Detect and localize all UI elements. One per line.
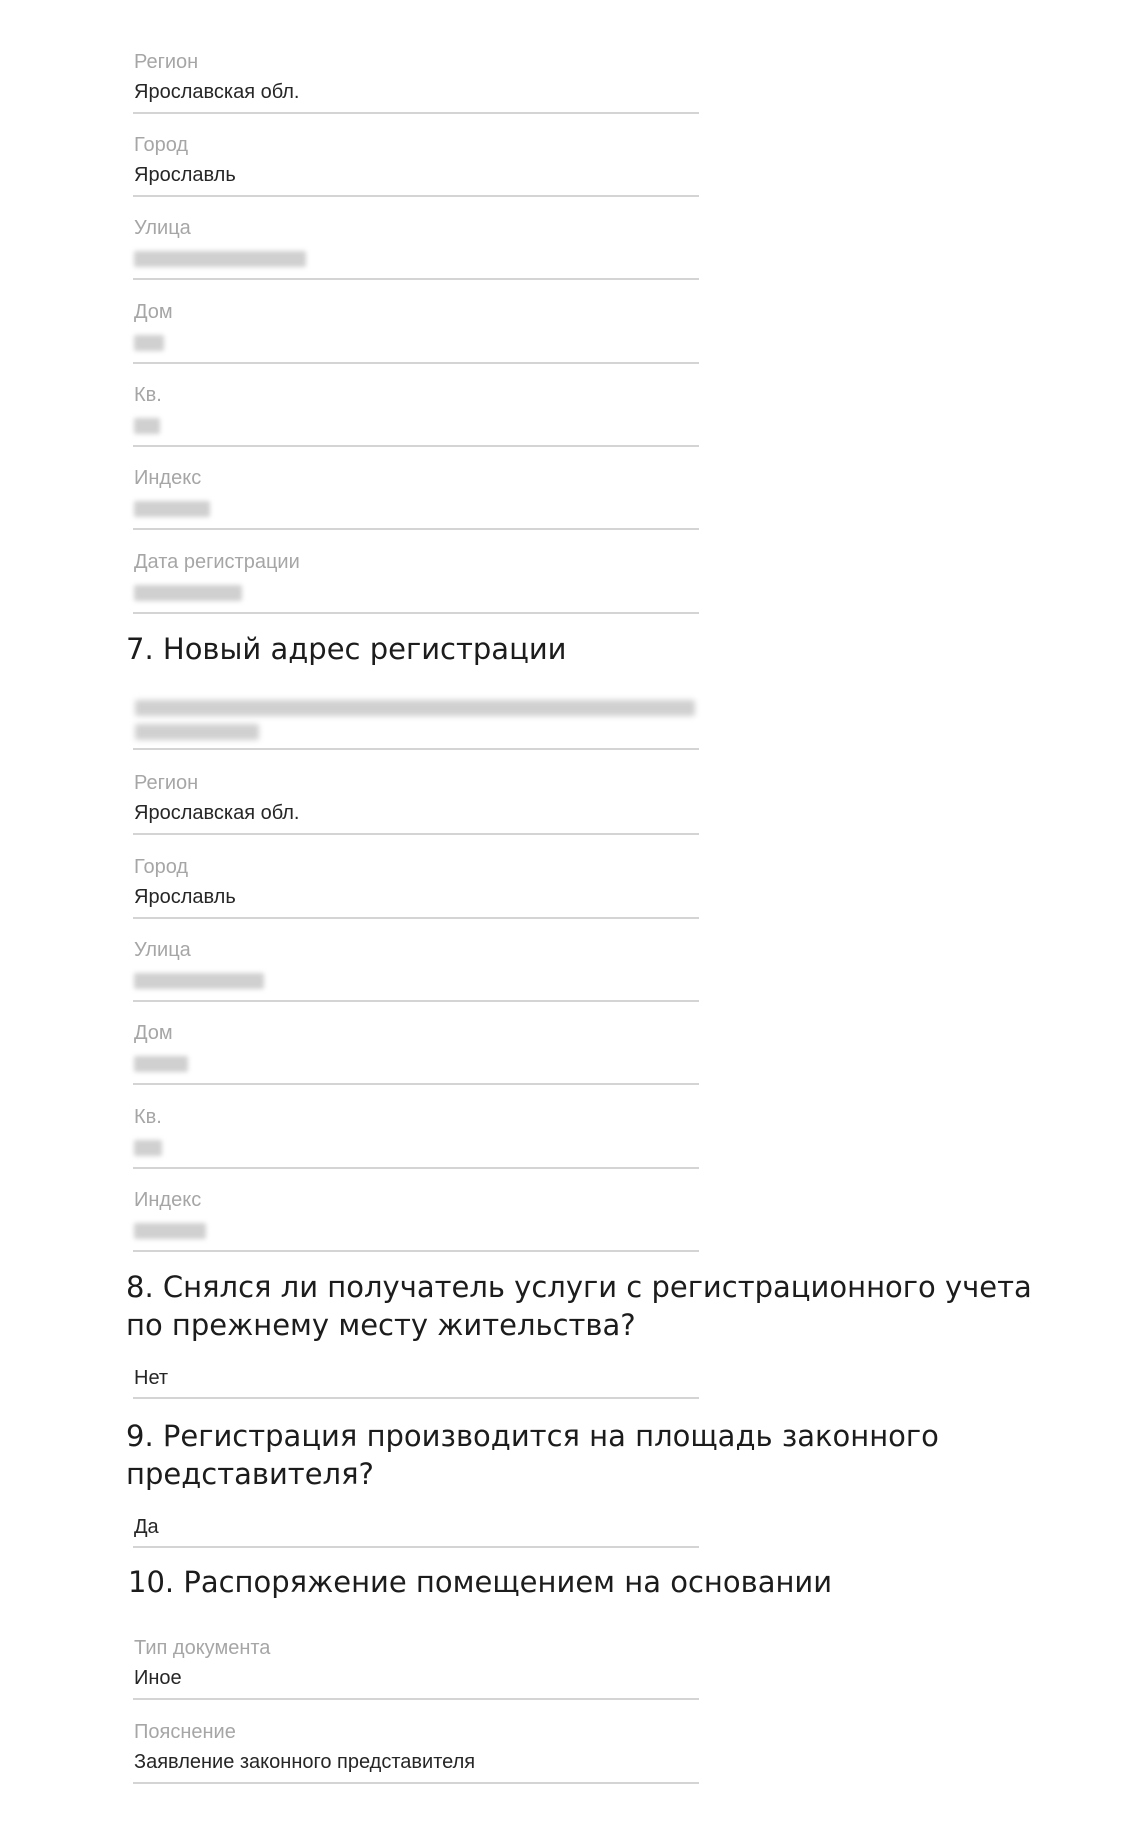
city-field <box>133 133 699 197</box>
new-street-field <box>133 938 699 1002</box>
region-value: Ярославская обл. <box>134 81 300 103</box>
apartment-field <box>133 383 699 447</box>
new-house-field <box>133 1021 699 1085</box>
house-value-redacted <box>134 330 164 357</box>
new-apartment-field <box>133 1105 699 1169</box>
new-address-full-redacted <box>133 692 699 750</box>
house-label: Дом <box>134 301 173 323</box>
document-type-label: Тип документа <box>134 1637 271 1659</box>
new-postal-code-label: Индекс <box>134 1189 202 1211</box>
new-postal-code-value-redacted <box>134 1218 206 1245</box>
new-house-value-redacted <box>134 1051 188 1078</box>
explanation-value: Заявление законного представителя <box>134 1751 476 1773</box>
section-9-title-line2: представителя? <box>126 1457 374 1491</box>
new-street-value-redacted <box>134 968 264 995</box>
city-label: Город <box>134 134 189 156</box>
registration-date-value-redacted <box>134 580 242 607</box>
street-field <box>133 216 699 280</box>
explanation-label: Пояснение <box>134 1721 236 1743</box>
section-8-title-line2: по прежнему месту жительства? <box>126 1308 636 1342</box>
region-label: Регион <box>134 51 199 73</box>
postal-code-label: Индекс <box>134 467 202 489</box>
section-8-title-line1: 8. Снялся ли получатель услуги с регистрационного учета <box>126 1270 1032 1304</box>
city-value: Ярославль <box>134 164 236 186</box>
apartment-value-redacted <box>134 413 160 440</box>
apartment-label: Кв. <box>134 384 162 406</box>
new-city-field <box>133 855 699 919</box>
new-region-field <box>133 771 699 835</box>
registration-date-label: Дата регистрации <box>134 551 300 573</box>
new-region-label: Регион <box>134 772 199 794</box>
postal-code-value-redacted <box>134 496 210 523</box>
new-city-label: Город <box>134 856 189 878</box>
new-street-label: Улица <box>134 939 191 961</box>
new-house-label: Дом <box>134 1022 173 1044</box>
new-apartment-label: Кв. <box>134 1106 162 1128</box>
new-postal-code-field <box>133 1188 699 1252</box>
section-9-answer-field <box>133 1514 699 1548</box>
section-9-answer: Да <box>134 1516 159 1538</box>
postal-code-field <box>133 466 699 530</box>
document-type-value: Иное <box>134 1667 182 1689</box>
section-7-title: 7. Новый адрес регистрации <box>126 632 567 666</box>
explanation-field <box>133 1720 699 1784</box>
section-10-title: 10. Распоряжение помещением на основании <box>128 1565 833 1599</box>
section-8-answer: Нет <box>134 1367 169 1389</box>
house-field <box>133 300 699 364</box>
region-field <box>133 50 699 114</box>
section-8-answer-field <box>133 1365 699 1399</box>
new-city-value: Ярославль <box>134 886 236 908</box>
street-value-redacted <box>134 246 306 273</box>
document-type-field <box>133 1636 699 1700</box>
new-region-value: Ярославская обл. <box>134 802 300 824</box>
new-apartment-value-redacted <box>134 1135 162 1162</box>
street-label: Улица <box>134 217 191 239</box>
registration-date-field <box>133 550 699 614</box>
section-9-title-line1: 9. Регистрация производится на площадь законного <box>126 1419 939 1453</box>
